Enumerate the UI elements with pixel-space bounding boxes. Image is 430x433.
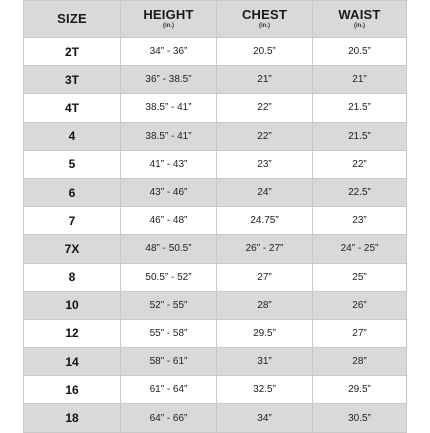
size-cell: 12 [24,319,121,347]
waist-cell: 24” - 25” [313,235,407,263]
waist-cell: 26” [313,291,407,319]
waist-cell: 23” [313,207,407,235]
chest-cell: 20.5” [217,38,313,66]
waist-cell: 21.5” [313,122,407,150]
waist-cell: 28” [313,348,407,376]
size-cell: 10 [24,291,121,319]
table-row [24,376,407,404]
size-cell: 16 [24,376,121,404]
table-row [24,178,407,206]
table-row [24,38,407,66]
chest-cell: 23” [217,150,313,178]
chest-cell: 24.75” [217,207,313,235]
chest-cell: 21” [217,66,313,94]
header-waist-unit: (in.) [354,23,365,29]
chest-cell: 22” [217,122,313,150]
waist-cell: 22.5” [313,178,407,206]
table-row [24,235,407,263]
size-cell: 7X [24,235,121,263]
height-cell: 43” - 46” [121,178,217,206]
header-height-label: HEIGHT [143,7,194,22]
size-cell: 3T [24,66,121,94]
header-size-label: SIZE [57,11,87,26]
height-cell: 46” - 48” [121,207,217,235]
table-row [24,207,407,235]
table-row [24,348,407,376]
header-chest-label: CHEST [241,7,288,22]
header-height-unit: (in.) [163,23,174,29]
height-cell: 34” - 36” [121,38,217,66]
size-chart-table [23,0,407,433]
height-cell: 61” - 64” [121,376,217,404]
size-cell: 4T [24,94,121,122]
height-cell: 50.5” - 52” [121,263,217,291]
height-cell: 58” - 61” [121,348,217,376]
waist-cell: 21” [313,66,407,94]
size-chart-header [24,1,407,38]
height-cell: 55” - 58” [121,319,217,347]
table-row [24,150,407,178]
chest-cell: 34” [217,404,313,432]
size-cell: 4 [24,122,121,150]
height-cell: 38.5” - 41” [121,94,217,122]
table-row [24,122,407,150]
size-cell: 7 [24,207,121,235]
header-row [24,1,407,38]
waist-cell: 27” [313,319,407,347]
size-cell: 5 [24,150,121,178]
header-height [121,1,217,38]
height-cell: 52” - 55” [121,291,217,319]
table-row [24,291,407,319]
height-cell: 36” - 38.5” [121,66,217,94]
size-cell: 14 [24,348,121,376]
chest-cell: 22” [217,94,313,122]
waist-cell: 29.5” [313,376,407,404]
table-row [24,94,407,122]
header-chest [217,1,313,38]
size-cell: 8 [24,263,121,291]
waist-cell: 22” [313,150,407,178]
waist-cell: 30.5” [313,404,407,432]
chest-cell: 29.5” [217,319,313,347]
size-chart-body [24,38,407,433]
height-cell: 64” - 66” [121,404,217,432]
size-cell: 18 [24,404,121,432]
waist-cell: 21.5” [313,94,407,122]
height-cell: 38.5” - 41” [121,122,217,150]
chest-cell: 26” - 27” [217,235,313,263]
table-row [24,263,407,291]
table-row [24,66,407,94]
waist-cell: 20.5” [313,38,407,66]
waist-cell: 25” [313,263,407,291]
header-size [24,1,121,38]
height-cell: 41” - 43” [121,150,217,178]
chest-cell: 28” [217,291,313,319]
chest-cell: 27” [217,263,313,291]
table-row [24,404,407,432]
chest-cell: 31” [217,348,313,376]
chest-cell: 32.5” [217,376,313,404]
header-waist-label: WAIST [338,7,381,22]
size-cell: 6 [24,178,121,206]
height-cell: 48” - 50.5” [121,235,217,263]
header-waist [313,1,407,38]
size-cell: 2T [24,38,121,66]
table-row [24,319,407,347]
chest-cell: 24” [217,178,313,206]
header-chest-unit: (in.) [259,23,270,29]
